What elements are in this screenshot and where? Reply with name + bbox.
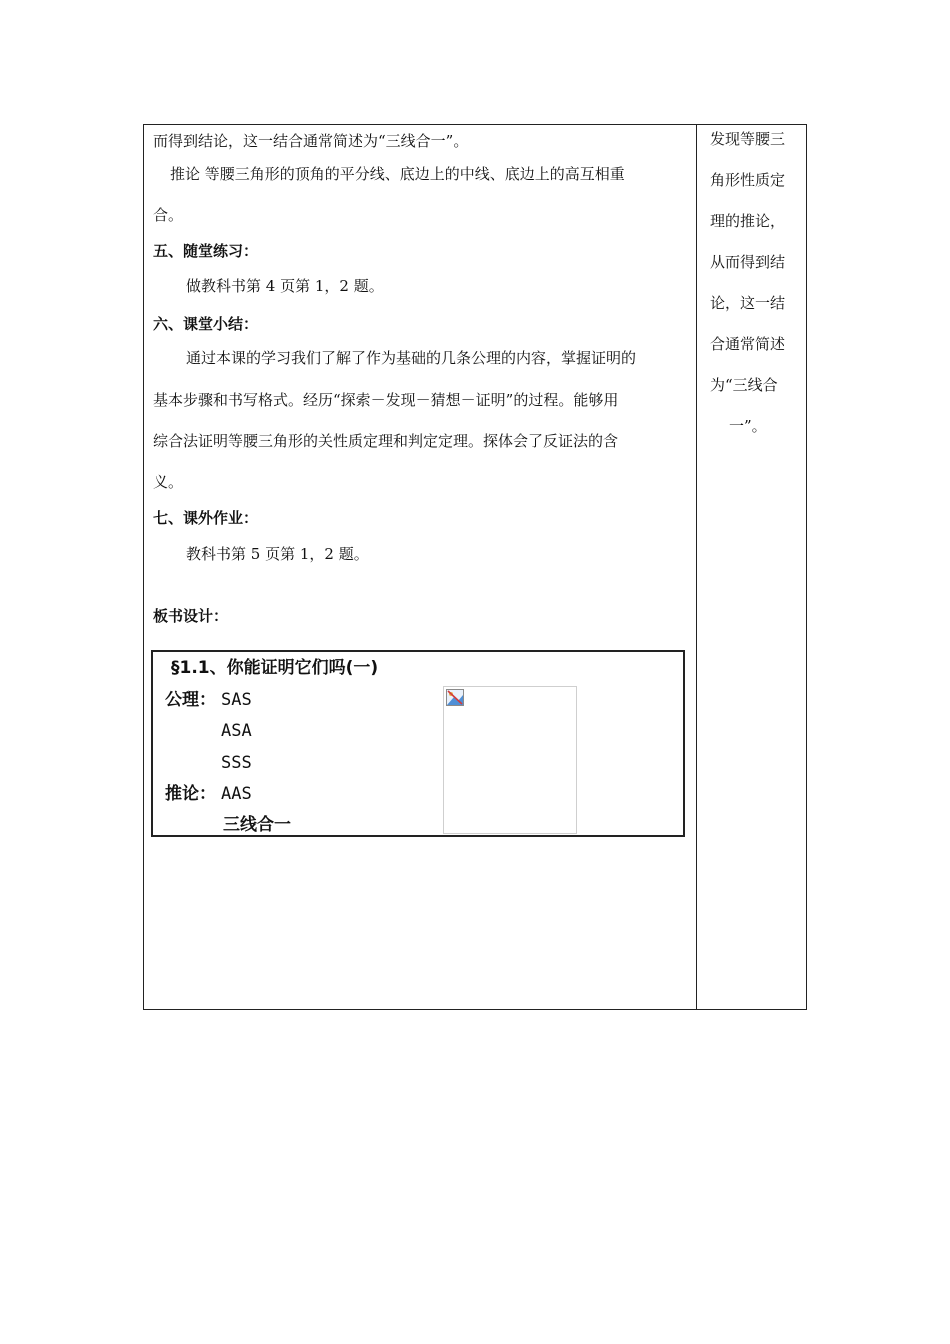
side-line-8: 一”。 [729,417,767,435]
side-line-1: 发现等腰三 [710,130,786,148]
column-divider [696,124,697,1010]
section-in-class-practice: 五、随堂练习： [153,242,259,260]
section-homework: 七、课外作业： [153,509,259,527]
board-title: §1.1、你能证明它们吗(一) [171,658,379,678]
text-line-1: 而得到结论，这一结合通常简述为“三线合一”。 [153,132,469,150]
corollary-line: 推论 等腰三角形的顶角的平分线、底边上的中线、底边上的高互相重 [170,165,625,183]
summary-line-4: 义。 [153,473,184,491]
corollary-aas: AAS [221,784,252,804]
side-line-7: 为“三线合 [710,376,778,394]
image-placeholder [443,686,577,834]
corollary-label: 推论： [165,784,216,804]
section-summary: 六、课堂小结： [153,315,259,333]
axiom-label: 公理： [165,690,216,710]
side-line-2: 角形性质定 [710,171,786,189]
blackboard-design-box [151,650,685,837]
axiom-sas: SAS [221,690,252,710]
summary-line-1: 通过本课的学习我们了解了作为基础的几条公理的内容，掌握证明的 [186,349,637,367]
axiom-sss: SSS [221,753,252,773]
homework-text: 教科书第 5 页第 1，2 题。 [186,545,369,563]
corollary-three-lines: 三线合一 [223,815,291,835]
summary-line-2: 基本步骤和书写格式。经历“探索－发现－猜想－证明”的过程。能够用 [153,391,619,409]
broken-image-icon [446,689,464,706]
axiom-asa: ASA [221,721,252,741]
side-line-6: 合通常简述 [710,335,786,353]
side-line-3: 理的推论， [710,212,786,230]
practice-text: 做教科书第 4 页第 1，2 题。 [186,277,384,295]
board-design-heading: 板书设计： [153,607,229,625]
summary-line-3: 综合法证明等腰三角形的关性质定理和判定定理。探体会了反证法的含 [153,432,619,450]
text-line-3: 合。 [153,206,184,224]
side-line-4: 从而得到结 [710,253,786,271]
side-line-5: 论，这一结 [710,294,786,312]
